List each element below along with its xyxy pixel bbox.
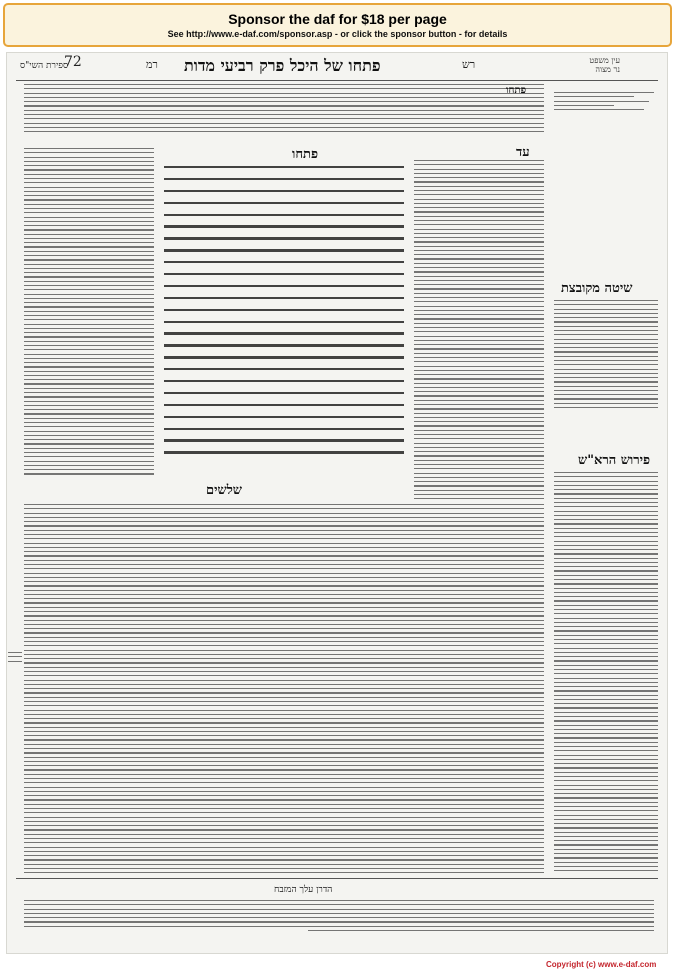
sponsor-banner[interactable] [3, 3, 672, 47]
ad-label: עד [516, 145, 530, 160]
sponsor-subtitle: See http://www.e-daf.com/sponsor.asp - or click the sponsor button - for details [167, 29, 508, 39]
footer-notes [24, 900, 654, 944]
tosafot-top-block [24, 84, 544, 140]
ein-mishpat-notes [554, 92, 654, 128]
main-text-heading: פתחו [292, 147, 319, 162]
header-rule [16, 80, 658, 81]
copyright-notice[interactable]: Copyright (c) www.e-daf.com [546, 960, 657, 969]
shita-mekubetzet-text [554, 300, 658, 410]
ein-mishpat-label: עין משפט [589, 56, 620, 65]
talmud-page-scan [6, 52, 668, 954]
header-left-marker: רמ [146, 58, 158, 71]
shloshim-label: שלשים [206, 483, 243, 498]
footer-rule [16, 878, 658, 879]
petach-label-top: פתחו [506, 85, 527, 96]
sponsor-title[interactable]: Sponsor the daf for $18 per page [228, 11, 447, 27]
header-left-note: ספירת השי"ס [20, 61, 69, 71]
ein-mishpat-heading [554, 56, 620, 74]
page-number: 72 [64, 54, 82, 70]
perush-harosh-text [554, 472, 658, 872]
gemara-main-text [164, 166, 404, 486]
perush-harosh-title: פירוש הרא"ש [578, 453, 651, 468]
header-right-marker: רש [462, 58, 476, 71]
tosafot-left-column [24, 148, 154, 478]
rashi-column [414, 160, 544, 500]
tosafot-lower-block [24, 504, 544, 874]
shita-mekubetzet-title: שיטה מקובצת [561, 281, 633, 296]
page-header [6, 52, 668, 82]
hadran-footer-title: הדרן עלך המזבח [274, 885, 333, 895]
page-title: פתחו של היכל פרק רביעי מדות [184, 56, 381, 75]
left-margin-notes [8, 652, 22, 682]
ner-mitzvah-label: נר מצוה [595, 65, 620, 74]
